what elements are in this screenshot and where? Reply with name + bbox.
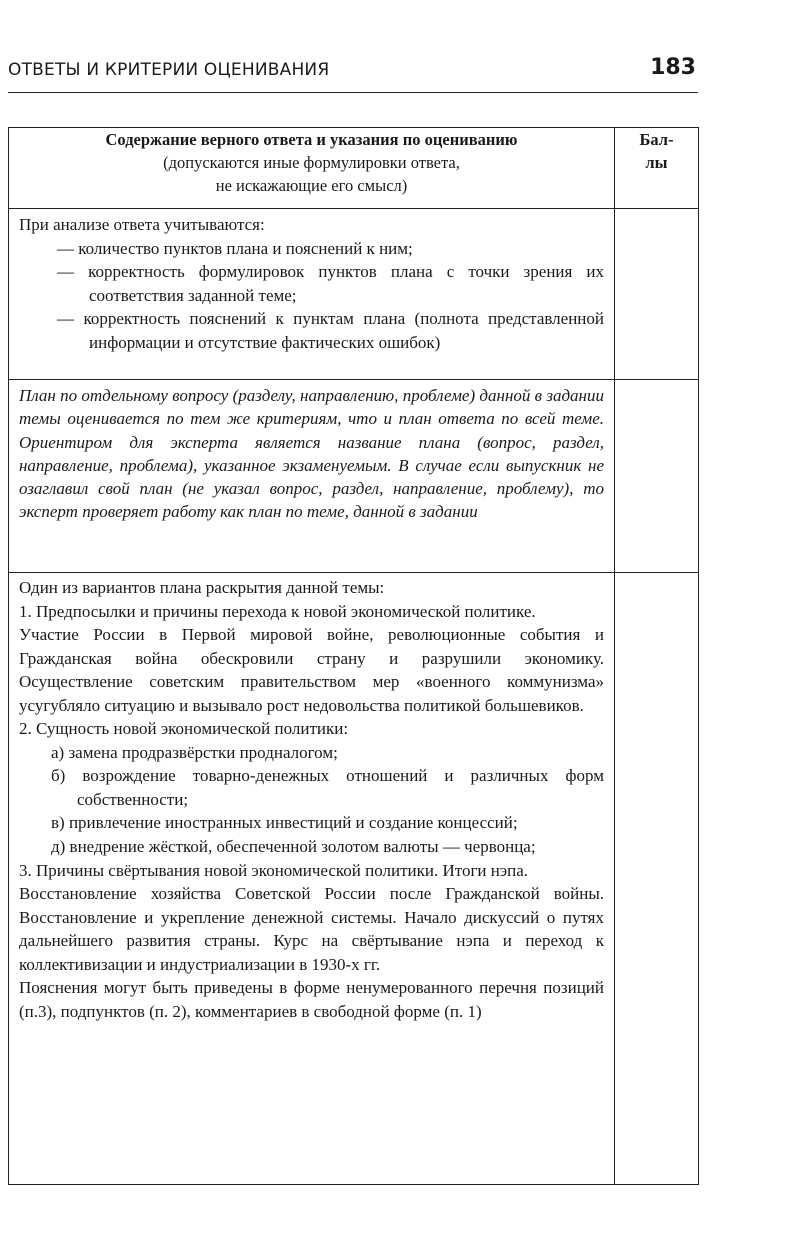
note-cell	[9, 380, 615, 573]
header-bold-line: Содержание верного ответа и указания по оцениванию	[105, 130, 518, 149]
header-line-2: (допускаются иные формулировки ответа,	[163, 153, 460, 172]
points-cell	[615, 573, 699, 1185]
points-cell	[615, 380, 699, 573]
plan-subitem: в) привлечение иностранных инвестиций и создание концессий;	[51, 813, 518, 833]
plan-cell	[9, 573, 615, 1185]
table-row	[9, 209, 699, 380]
points-header-line-2: лы	[645, 153, 668, 172]
plan-intro: Один из вариантов плана раскрытия данной темы:	[19, 578, 385, 597]
points-column-header	[615, 128, 699, 209]
plan-subitem: б) возрождение товарно-денежных отношений и различных форм собственности;	[51, 766, 604, 809]
table-row	[9, 380, 699, 573]
grading-table	[8, 127, 699, 1185]
page-number: 183	[650, 55, 696, 80]
criteria-item: — корректность формулировок пунктов плана с точки зрения их соответствия заданной теме;	[19, 260, 604, 307]
plan-item-2-title: 2. Сущность новой экономической политики:	[19, 719, 349, 739]
table-row	[9, 573, 699, 1185]
points-cell	[615, 209, 699, 380]
plan-closing: Пояснения могут быть приведены в форме ненумерованного перечня позиций (п.3), подпунктов (п. 2), комментариев в свободной форме (п. 1)	[19, 978, 604, 1021]
points-header-line-1: Бал-	[639, 130, 674, 149]
plan-subitem: д) внедрение жёсткой, обеспеченной золотом валюты — червонца;	[51, 837, 536, 857]
criteria-item: — корректность пояснений к пунктам плана (полнота представленной информации и отсутствие фактических ошибок)	[19, 307, 604, 354]
note-text: План по отдельному вопросу (разделу, направлению, проблеме) данной в задании темы оценивается по тем же критериям, что и план ответа по всей теме. Ориентиром для эксперта является название плана (вопрос, раздел, направление, проблема), указанное экзаменуемым. В случае если выпускник не озаглавил свой план (не указал вопрос, раздел, направление, проблему), то эксперт проверяет работу как план по теме, данной в задании	[19, 386, 604, 522]
criteria-item: — количество пунктов плана и пояснений к ним;	[19, 237, 604, 261]
section-title: ОТВЕТЫ И КРИТЕРИИ ОЦЕНИВАНИЯ	[8, 60, 330, 80]
criteria-cell	[9, 209, 615, 380]
plan-subitem: а) замена продразвёрстки продналогом;	[51, 742, 338, 762]
plan-item-3-text: Восстановление хозяйства Советской России после Гражданской войны. Восстановление и укрепление денежной системы. Начало дискуссий о путях дальнейшего развития страны. Курс на свёртывание нэпа и переход к коллективизации и индустриализации в 1930-х гг.	[19, 884, 604, 974]
criteria-intro: При анализе ответа учитываются:	[19, 215, 265, 234]
content-column-header	[9, 128, 615, 209]
running-head	[8, 56, 698, 93]
plan-item-3-title: 3. Причины свёртывания новой экономической политики. Итоги нэпа.	[19, 860, 529, 880]
plan-item-1-text: Участие России в Первой мировой войне, революционные события и Гражданская война обескровили страну и разрушили экономику. Осуществление советским правительством мер «военного коммунизма» усугубляло ситуацию и вызывало рост недовольства политикой большевиков.	[19, 625, 604, 715]
header-line-3: не искажающие его смысл)	[215, 176, 408, 195]
plan-item-1-title: 1. Предпосылки и причины перехода к новой экономической политике.	[19, 601, 536, 621]
table-header-row	[9, 128, 699, 209]
